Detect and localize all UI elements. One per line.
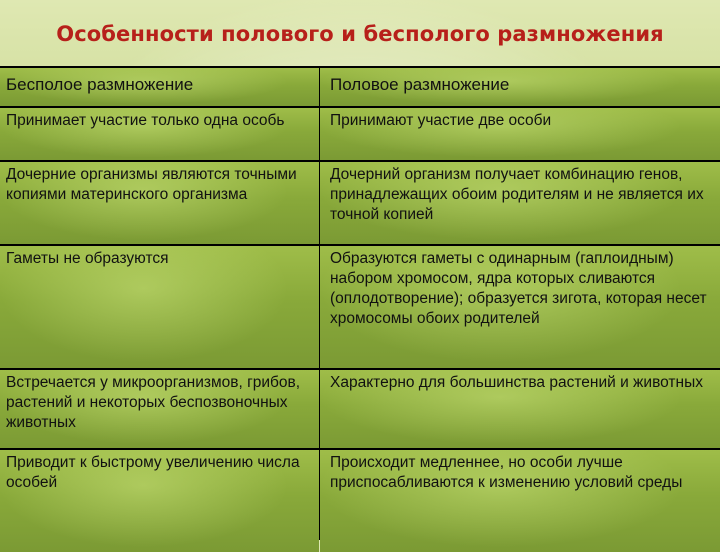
cell-asexual-occurrence: Встречается у микроорганизмов, грибов, растений и некоторых беспозвоночных животных [0,370,319,448]
cell-sexual-occurrence: Характерно для большинства растений и животных [320,370,720,448]
cell-sexual-speed: Происходит медленнее, но особи лучше приспосабливаются к изменению условий среды [320,450,720,552]
cell-sexual-gametes: Образуются гаметы с одинарным (гаплоидным) набором хромосом, ядра которых сливаются (оплодотворение); образуется зигота, которая несет хромосомы обоих родителей [320,246,720,368]
header-asexual: Бесполое размножение [0,68,319,106]
cell-asexual-gametes: Гаметы не образуются [0,246,319,368]
comparison-table [0,66,720,540]
cell-sexual-participants: Принимают участие две особи [320,108,720,160]
header-sexual: Половое размножение [320,68,720,106]
cell-sexual-offspring: Дочерний организм получает комбинацию генов, принадлежащих обоим родителям и не является их точной копией [320,162,720,244]
cell-asexual-participants: Принимает участие только одна особь [0,108,319,160]
cell-asexual-offspring: Дочерние организмы являются точными копиями материнского организма [0,162,319,244]
cell-asexual-speed: Приводит к быстрому увеличению числа особей [0,450,319,552]
slide-title: Особенности полового и бесполого размножения [56,22,664,46]
